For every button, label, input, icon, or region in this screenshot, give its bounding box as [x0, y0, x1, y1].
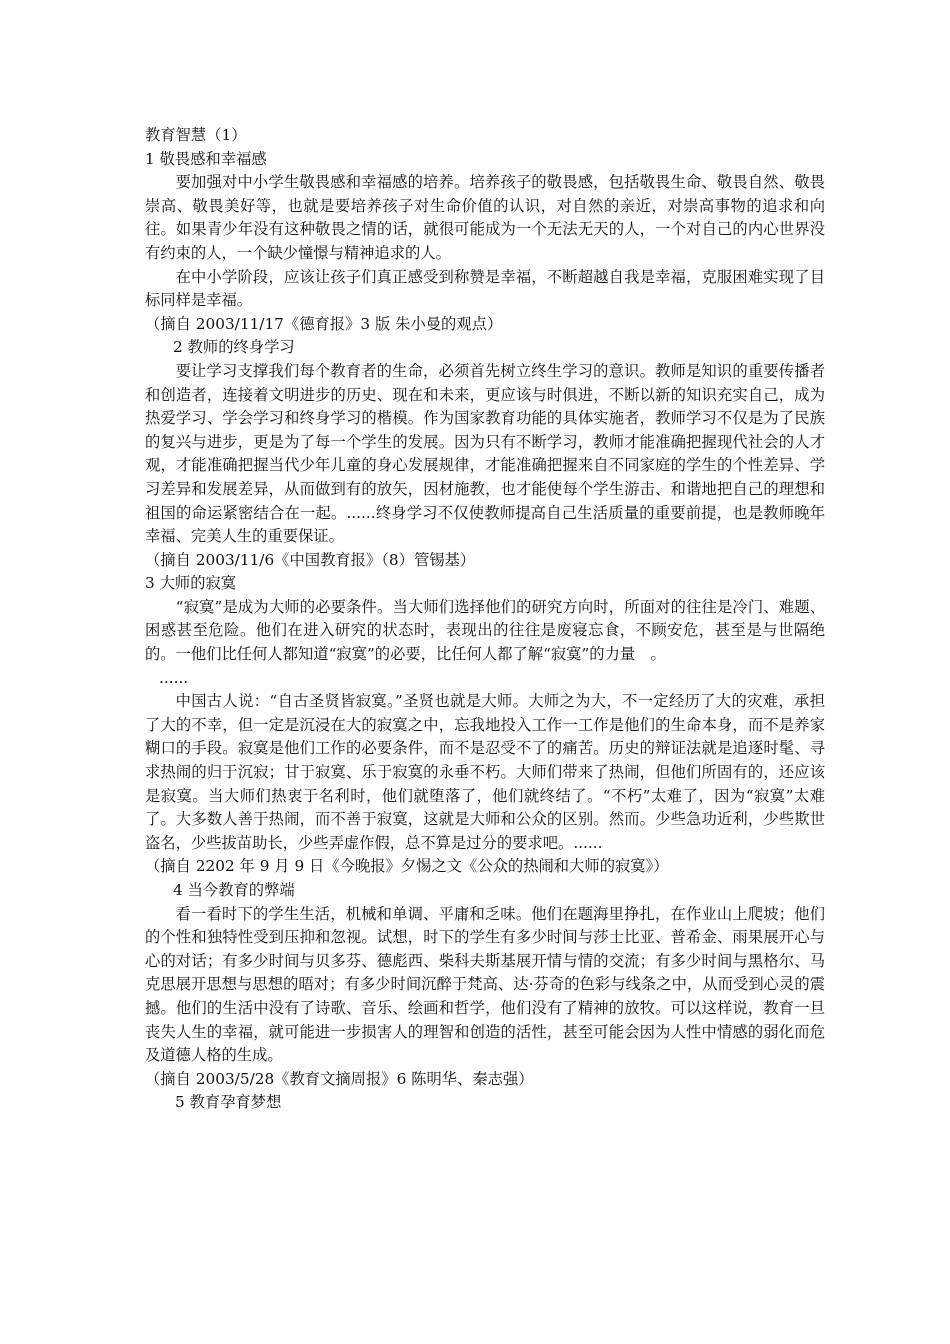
paragraph: 看一看时下的学生生活，机械和单调、平庸和乏味。他们在题海里挣扎，在作业山上爬坡；他们的个性和独特性受到压抑和忽视。试想，时下的学生有多少时间与莎士比亚、普希金、雨果展开心与心的对话；有多少时间与贝多芬、德彪西、柴科夫斯基展开情与情的交流；有多少时间与黑格尔、马克思展开思想与思想的晤对；有多少时间沉醉于梵高、达·芬奇的色彩与线条之中，从而受到心灵的震撼。他们的生活中没有了诗歌、音乐、绘画和哲学，他们没有了精神的放牧。可以这样说，教育一旦丧失人生的幸福，就可能进一步损害人的理智和创造的活性，甚至可能会因为人性中情感的弱化而危及道德人格的生成。 [145, 904, 825, 1065]
section-heading-1: 1 敬畏感和幸福感 [145, 149, 267, 168]
section-heading-5: 5 教育孕育梦想 [175, 1093, 282, 1112]
source-citation: （摘自 2202 年 9 月 9 日《今晚报》夕惕之文《公众的热闹和大师的寂寞》） [145, 857, 669, 876]
source-citation: （摘自 2003/11/17《德育报》3 版 朱小曼的观点） [145, 314, 503, 333]
paragraph: 在中小学阶段，应该让孩子们真正感受到称赞是幸福，不断超越自我是幸福，克服困难实现了目标同样是幸福。 [145, 267, 825, 310]
section-heading-2: 2 教师的终身学习 [173, 338, 295, 357]
document-page [145, 124, 825, 1115]
paragraph: 要让学习支撑我们每个教育者的生命，必须首先树立终生学习的意识。教师是知识的重要传播者和创造者，连接着文明进步的历史、现在和未来，更应该与时俱进，不断以新的知识充实自己，成为热爱学习、学会学习和终身学习的楷模。作为国家教育功能的具体实施者，教师学习不仅是为了民族的复兴与进步，更是为了每一个学生的发展。因为只有不断学习，教师才能准确把握现代社会的人才观，才能准确把握当代少年儿童的身心发展规律，才能准确把握来自不同家庭的学生的个性差异、学习差异和发展差异，从而做到有的放矢，因材施教，也才能使每个学生游击、和谐地把自己的理想和祖国的命运紧密结合在一起。......终身学习不仅使教师提高自己生活质量的重要前提，也是教师晚年幸福、完美人生的重要保证。 [145, 361, 825, 546]
ellipsis-line: ...... [159, 668, 189, 687]
section-heading-3: 3 大师的寂寞 [145, 574, 237, 593]
paragraph: 中国古人说：“自古圣贤皆寂寞。”圣贤也就是大师。大师之为大，不一定经历了大的灾难，承担了大的不幸，但一定是沉浸在大的寂寞之中，忘我地投入工作一工作是他们的生命本身，而不是养家糊口的手段。寂寞是他们工作的必要条件，而不是忍受不了的痛苦。历史的辩证法就是追逐时髦、寻求热闹的归于沉寂；甘于寂寞、乐于寂寞的永垂不朽。大师们带来了热闹，但他们所固有的，还应该是寂寞。当大师们热衷于名利时，他们就堕落了，他们就终结了。“不朽”太难了，因为“寂寞”太难了。大多数人善于热闹，而不善于寂寞，这就是大师和公众的区别。然而。少些急功近利，少些欺世盗名，少些拔苗助长，少些弄虚作假，总不算是过分的要求吧。...... [145, 692, 825, 852]
paragraph: “寂寞”是成为大师的必要条件。当大师们选择他们的研究方向时，所面对的往往是冷门、难题、困惑甚至危险。他们在进入研究的状态时，表现出的往往是废寝忘食，不顾安危，甚至是与世隔绝的。一他们比任何人都知道“寂寞”的必要，比任何人都了解“寂寞”的力量 。 [145, 597, 825, 664]
source-citation: （摘自 2003/11/6《中国教育报》（8）管锡基） [145, 550, 476, 569]
section-heading-4: 4 当今教育的弊端 [173, 881, 295, 899]
document-title: 教育智慧（1） [145, 126, 247, 144]
paragraph: 要加强对中小学生敬畏感和幸福感的培养。培养孩子的敬畏感，包括敬畏生命、敬畏自然、敬畏崇高、敬畏美好等，也就是要培养孩子对生命价值的认识，对自然的亲近，对崇高事物的追求和向往。如果青少年没有这种敬畏之情的话，就很可能成为一个无法无天的人，一个对自己的内心世界没有约束的人，一个缺少憧憬与精神追求的人。 [145, 173, 825, 262]
source-citation: （摘自 2003/5/28《教育文摘周报》6 陈明华、秦志强） [145, 1069, 534, 1088]
